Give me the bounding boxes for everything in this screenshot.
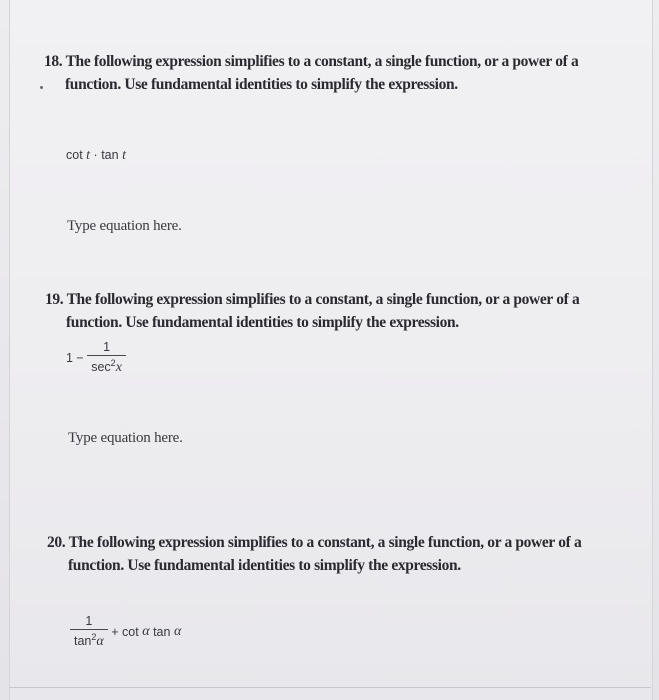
fraction-numerator: 1 (85, 614, 93, 628)
stray-dot (40, 86, 43, 89)
tan-function: tan (101, 148, 119, 162)
question-19-line-2: function. Use fundamental identities to simplify the expression. (66, 314, 459, 331)
variable-x: x (115, 360, 122, 376)
plus-sign: + (111, 625, 119, 640)
question-20-prompt (47, 531, 581, 577)
tan-function: tan (74, 634, 92, 649)
question-19-answer-field[interactable]: Type equation here. (68, 430, 183, 446)
question-20-line-2: function. Use fundamental identities to simplify the expression. (68, 557, 461, 574)
variable-alpha: α (173, 624, 182, 640)
question-18-expression (66, 148, 126, 164)
cot-function: cot (122, 625, 139, 640)
exponent: 2 (91, 632, 97, 642)
variable-alpha: α (96, 634, 104, 650)
exponent: 2 (110, 358, 116, 368)
variable-alpha: α (142, 624, 150, 640)
one-minus: 1 − (66, 351, 84, 366)
variable-t: t (86, 148, 91, 163)
question-19-prompt (45, 288, 579, 334)
fraction-denominator (70, 629, 108, 650)
cot-function: cot (66, 148, 83, 162)
page-bottom-edge (9, 687, 651, 688)
fraction-numerator: 1 (103, 340, 111, 354)
question-20-expression (70, 614, 181, 650)
question-20-line-1: 20. The following expression simplifies to a constant, a single function, or a power of a (47, 534, 582, 551)
question-19-expression (66, 340, 126, 376)
variable-t: t (122, 148, 126, 163)
tan-function: tan (153, 625, 171, 640)
fraction (87, 340, 126, 376)
question-19-line-1: 19. The following expression simplifies to a constant, a single function, or a power of a (45, 291, 580, 308)
question-18-answer-field[interactable]: Type equation here. (67, 218, 182, 234)
fraction-denominator (87, 355, 126, 376)
sec-function: sec (91, 360, 111, 375)
multiply-dot: · (93, 148, 98, 162)
question-18-line-1: 18. The following expression simplifies to a constant, a single function, or a power of a (44, 53, 579, 70)
fraction (70, 614, 108, 650)
question-18-prompt (44, 50, 578, 96)
question-18-line-2: function. Use fundamental identities to simplify the expression. (65, 76, 458, 93)
